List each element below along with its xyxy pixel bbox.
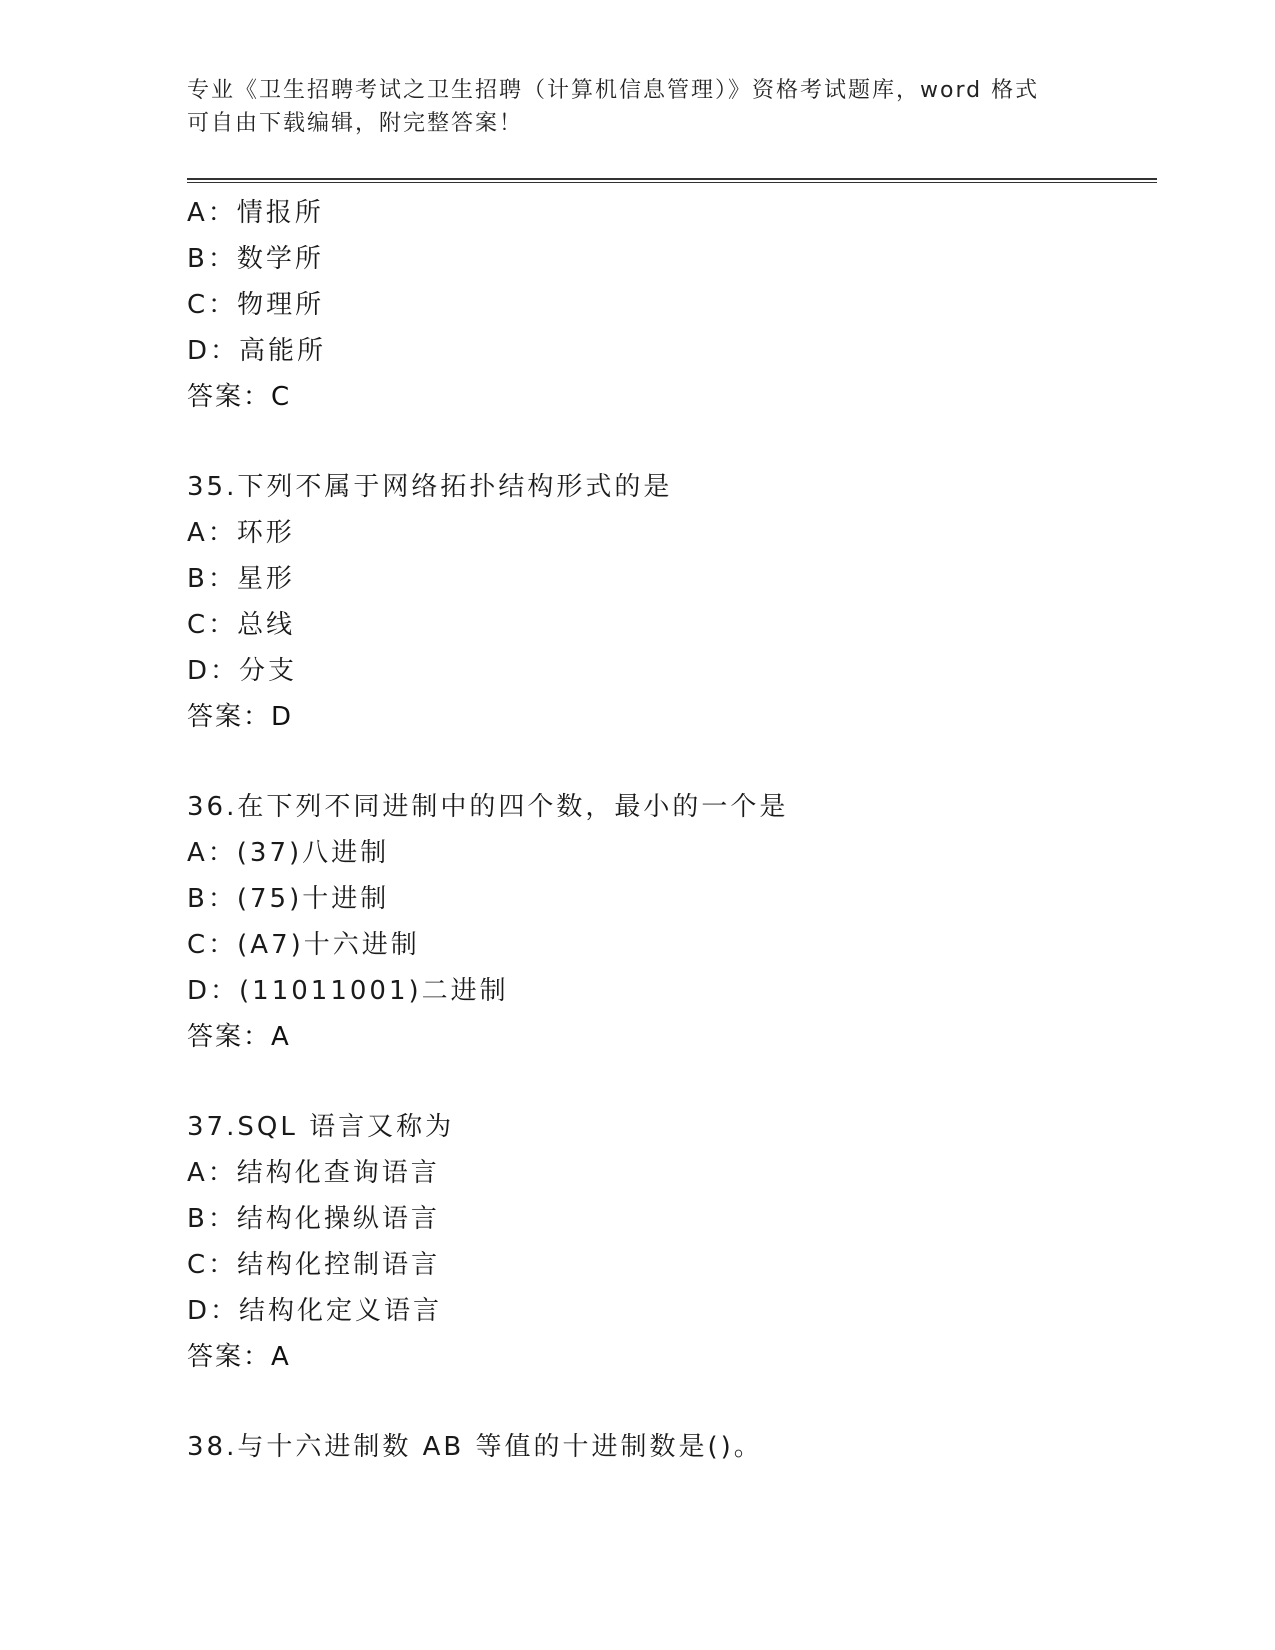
option-d: D：结构化定义语言 (187, 1296, 443, 1326)
answer-line: 答案：A (187, 1022, 291, 1052)
option-d: D：高能所 (187, 336, 327, 366)
option-b: B：星形 (187, 564, 295, 594)
question-title: 38.与十六进制数 AB 等值的十进制数是()。 (187, 1432, 763, 1462)
option-b: B：结构化操纵语言 (187, 1204, 440, 1234)
option-b: B：数学所 (187, 244, 324, 274)
option-c: C：总线 (187, 610, 296, 640)
question-list (187, 190, 1157, 1470)
option-c: C：结构化控制语言 (187, 1250, 441, 1280)
option-a: A：环形 (187, 518, 295, 548)
answer-line: 答案：D (187, 702, 294, 732)
header-line-1: 专业《卫生招聘考试之卫生招聘（计算机信息管理）》资格考试题库，word 格式 (187, 78, 1040, 103)
option-c: C：(A7)十六进制 (187, 930, 420, 960)
question-34-continued (187, 190, 1157, 420)
answer-line: 答案：A (187, 1342, 291, 1372)
answer-line: 答案：C (187, 382, 292, 412)
option-d: D：分支 (187, 656, 298, 686)
option-b: B：(75)十进制 (187, 884, 390, 914)
option-a: A：结构化查询语言 (187, 1158, 440, 1188)
option-d: D：(11011001)二进制 (187, 976, 509, 1006)
question-title: 36.在下列不同进制中的四个数，最小的一个是 (187, 792, 789, 822)
question-37 (187, 1104, 1157, 1380)
question-38 (187, 1424, 1157, 1470)
header-divider (187, 178, 1157, 183)
question-title: 35.下列不属于网络拓扑结构形式的是 (187, 472, 673, 502)
option-a: A：情报所 (187, 198, 324, 228)
question-35 (187, 464, 1157, 740)
question-title: 37.SQL 语言又称为 (187, 1112, 455, 1142)
option-a: A：(37)八进制 (187, 838, 390, 868)
option-c: C：物理所 (187, 290, 325, 320)
document-header (187, 74, 1087, 140)
question-36 (187, 784, 1157, 1060)
header-line-2: 可自由下载编辑，附完整答案！ (187, 111, 524, 136)
